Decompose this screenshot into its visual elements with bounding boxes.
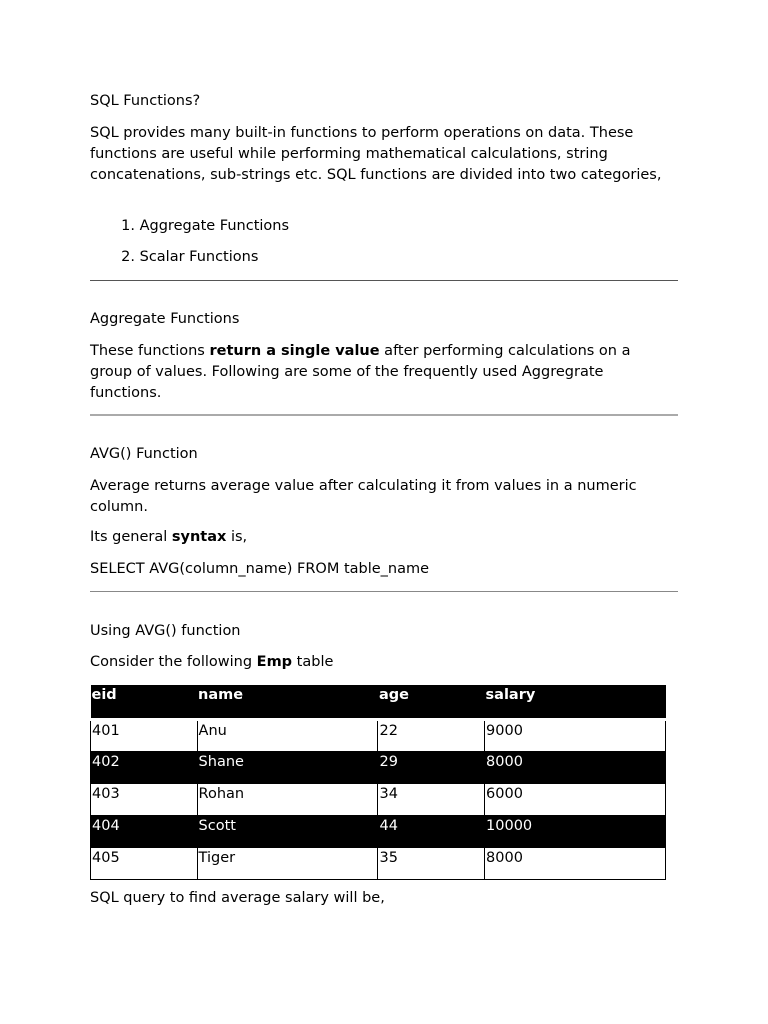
header-salary: salary <box>485 685 666 719</box>
page-title: SQL Functions? <box>90 93 201 109</box>
cell-name: Shane <box>197 751 378 783</box>
cell-age: 35 <box>378 847 485 879</box>
cell-eid: 405 <box>91 847 198 879</box>
syntax-line <box>90 527 247 548</box>
cell-salary: 8000 <box>485 847 666 879</box>
cell-age: 29 <box>378 751 485 783</box>
table-row <box>91 815 666 847</box>
cell-salary: 9000 <box>485 719 666 751</box>
category-label-2: Scalar Functions <box>139 249 259 265</box>
cell-eid: 404 <box>91 815 198 847</box>
aggregate-paragraph <box>90 341 670 404</box>
cell-salary: 8000 <box>485 751 666 783</box>
cell-eid: 401 <box>91 719 198 751</box>
aggregate-text-post: after performing calculations on a group of values. Following are some of the frequently used Aggregrate functions. <box>90 343 631 401</box>
syntax-text-bold: syntax <box>171 529 227 545</box>
header-age: age <box>378 685 485 719</box>
aggregate-text-pre: These functions <box>90 343 210 359</box>
avg-heading: AVG() Function <box>90 446 198 462</box>
cell-age: 44 <box>378 815 485 847</box>
divider-2 <box>90 414 678 416</box>
cell-name: Scott <box>197 815 378 847</box>
emp-table <box>90 685 666 880</box>
avg-paragraph: Average returns average value after calculating it from values in a numeric column. <box>90 478 637 515</box>
cell-salary: 10000 <box>485 815 666 847</box>
consider-text-bold: Emp <box>256 654 293 670</box>
syntax-text-pre: Its general <box>90 529 172 545</box>
cell-name: Tiger <box>197 847 378 879</box>
category-number-2: 2. <box>121 249 135 265</box>
cell-eid: 402 <box>91 751 198 783</box>
consider-line <box>90 652 333 673</box>
aggregate-text-bold: return a single value <box>209 343 380 359</box>
using-heading: Using AVG() function <box>90 623 241 639</box>
header-eid: eid <box>91 685 198 719</box>
query-caption: SQL query to find average salary will be, <box>90 890 385 906</box>
aggregate-heading: Aggregate Functions <box>90 311 240 327</box>
consider-text-pre: Consider the following <box>90 654 257 670</box>
syntax-text-post: is, <box>226 529 248 545</box>
cell-age: 22 <box>378 719 485 751</box>
table-row <box>91 783 666 815</box>
category-item-1 <box>90 216 289 237</box>
divider-1 <box>90 280 678 281</box>
cell-name: Rohan <box>197 783 378 815</box>
cell-eid: 403 <box>91 783 198 815</box>
category-number-1: 1. <box>121 218 135 234</box>
header-name: name <box>197 685 378 719</box>
consider-text-post: table <box>292 654 334 670</box>
divider-3 <box>90 591 678 592</box>
emp-table-header-row <box>91 685 666 719</box>
category-item-2 <box>90 247 258 268</box>
table-row <box>91 847 666 879</box>
cell-salary: 6000 <box>485 783 666 815</box>
cell-age: 34 <box>378 783 485 815</box>
syntax-code: SELECT AVG(column_name) FROM table_name <box>90 561 430 577</box>
category-label-1: Aggregate Functions <box>139 218 290 234</box>
table-row <box>91 751 666 783</box>
table-row <box>91 719 666 751</box>
cell-name: Anu <box>197 719 378 751</box>
intro-paragraph: SQL provides many built-in functions to perform operations on data. These functions are useful while performing mathematical calculations, string concatenations, sub-strings etc. SQL functions are divided into two categories, <box>90 125 662 183</box>
